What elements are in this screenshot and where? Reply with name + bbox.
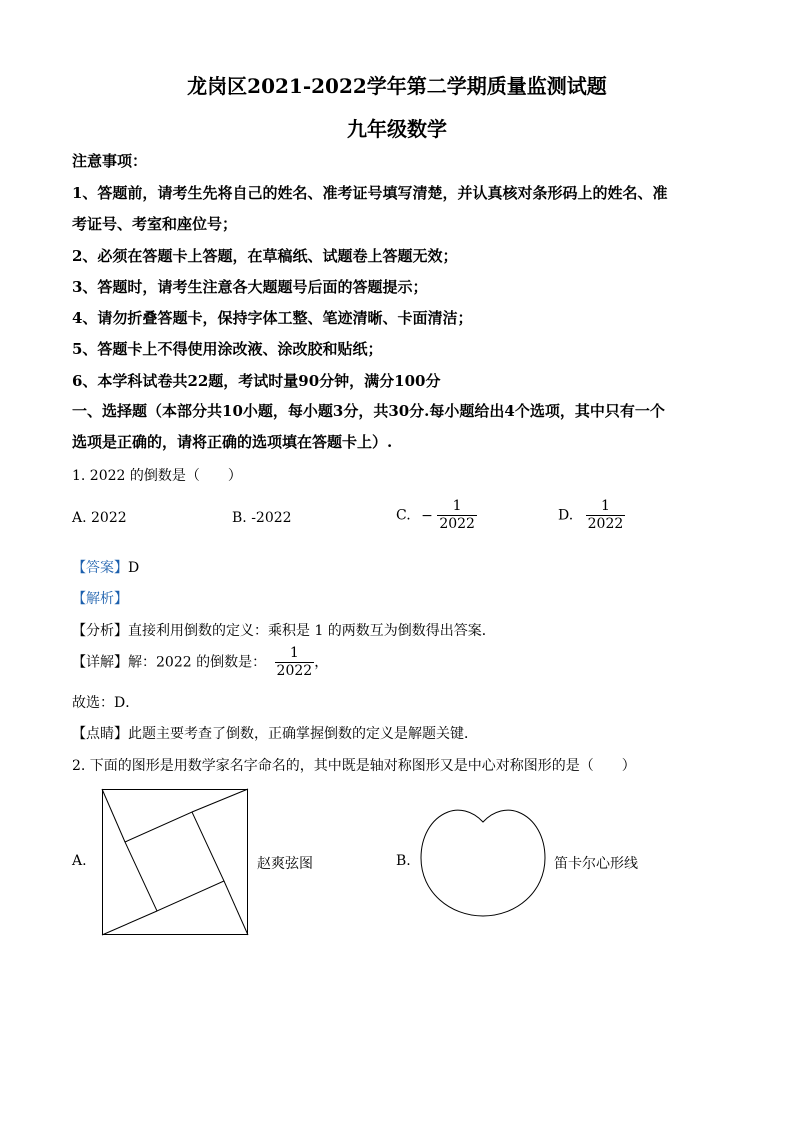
q1-option-d-fraction — [586, 498, 626, 533]
notice-item-3: 3、答题时，请考生注意各大题题号后面的答题提示； — [72, 278, 428, 296]
triangle-edge — [192, 789, 248, 812]
fraction-numerator: 1 — [601, 498, 610, 514]
notice-heading: 注意事项： — [72, 152, 148, 170]
outer-square — [103, 790, 248, 935]
notice-item-1-cont: 考证号、考室和座位号； — [72, 215, 238, 233]
section-heading: 一、选择题（本部分共10小题，每小题3分，共30分.每小题给出4个选项，其中只有一个 — [72, 402, 665, 420]
q1-option-c-label: C. — [396, 507, 411, 524]
q1-xiangjie — [72, 645, 328, 680]
fraction-denominator: 2022 — [439, 516, 475, 532]
q1-option-b: B. -2022 — [232, 510, 292, 526]
xiangjie-end: ， — [314, 654, 329, 671]
fraction-numerator: 1 — [289, 645, 299, 661]
answer-value: D — [128, 560, 140, 576]
zhao-shuang-diagram — [102, 789, 248, 935]
q1-fenxi — [72, 620, 496, 640]
q1-option-c-sign: − — [421, 507, 433, 524]
q1-dianjing — [72, 723, 478, 743]
q2-option-b-caption: 笛卡尔心形线 — [554, 856, 638, 872]
xiangjie-fraction — [275, 645, 315, 680]
q1-answer — [72, 557, 139, 577]
notice-item-1: 1、答题前，请考生先将自己的姓名、准考证号填写清楚，并认真核对条形码上的姓名、准 — [72, 184, 668, 202]
fraction-denominator: 2022 — [587, 516, 624, 532]
q1-option-d-label: D. — [558, 507, 574, 524]
dianjing-tag: 【点睛】 — [72, 726, 128, 742]
xiangjie-text: 解：2022 的倒数是： — [128, 654, 267, 671]
notice-item-2: 2、必须在答题卡上答题，在草稿纸、试题卷上答题无效； — [72, 247, 458, 265]
triangle-edge — [102, 789, 125, 842]
triangle-edge — [224, 881, 248, 935]
notice-item-5: 5、答题卡上不得使用涂改液、涂改胶和贴纸； — [72, 340, 383, 358]
question-1-stem: 1. 2022 的倒数是（ ） — [72, 468, 242, 484]
cardioid-curve — [420, 806, 546, 918]
triangle-edge — [102, 911, 157, 935]
q2-option-a-label: A. — [72, 853, 87, 869]
xiangjie-tag: 【详解】 — [72, 654, 128, 671]
q1-choose: 故选：D． — [72, 695, 140, 711]
fraction-denominator: 2022 — [276, 663, 313, 679]
fenxi-tag: 【分析】 — [72, 623, 128, 639]
question-2-stem: 2. 下面的图形是用数学家名字命名的，其中既是轴对称图形又是中心对称图形的是（ ） — [72, 758, 636, 774]
inner-square — [125, 812, 224, 911]
q2-option-a-caption: 赵爽弦图 — [257, 856, 313, 872]
answer-tag: 【答案】 — [72, 560, 128, 576]
cardioid-path — [421, 810, 545, 916]
notice-item-6: 6、本学科试卷共22题，考试时量90分钟，满分100分 — [72, 372, 441, 390]
q1-option-c — [396, 498, 477, 533]
q1-option-c-fraction — [437, 498, 477, 533]
fenxi-text: 直接利用倒数的定义：乘积是 1 的两数互为倒数得出答案． — [128, 623, 496, 639]
q2-option-b-label: B. — [396, 853, 411, 869]
q1-analysis-heading — [72, 588, 128, 608]
dianjing-text: 此题主要考查了倒数，正确掌握倒数的定义是解题关键． — [128, 726, 478, 742]
section-heading-cont: 选项是正确的，请将正确的选项填在答题卡上）. — [72, 433, 393, 451]
analysis-tag: 【解析】 — [72, 591, 128, 607]
q1-option-d — [558, 498, 625, 533]
exam-title: 龙岗区2021-2022学年第二学期质量监测试题 — [187, 74, 607, 98]
notice-item-4: 4、请勿折叠答题卡，保持字体工整、笔迹清晰、卡面清洁； — [72, 309, 473, 327]
fraction-numerator: 1 — [452, 498, 462, 514]
exam-subtitle: 九年级数学 — [347, 117, 447, 141]
q1-option-a: A. 2022 — [72, 510, 127, 526]
